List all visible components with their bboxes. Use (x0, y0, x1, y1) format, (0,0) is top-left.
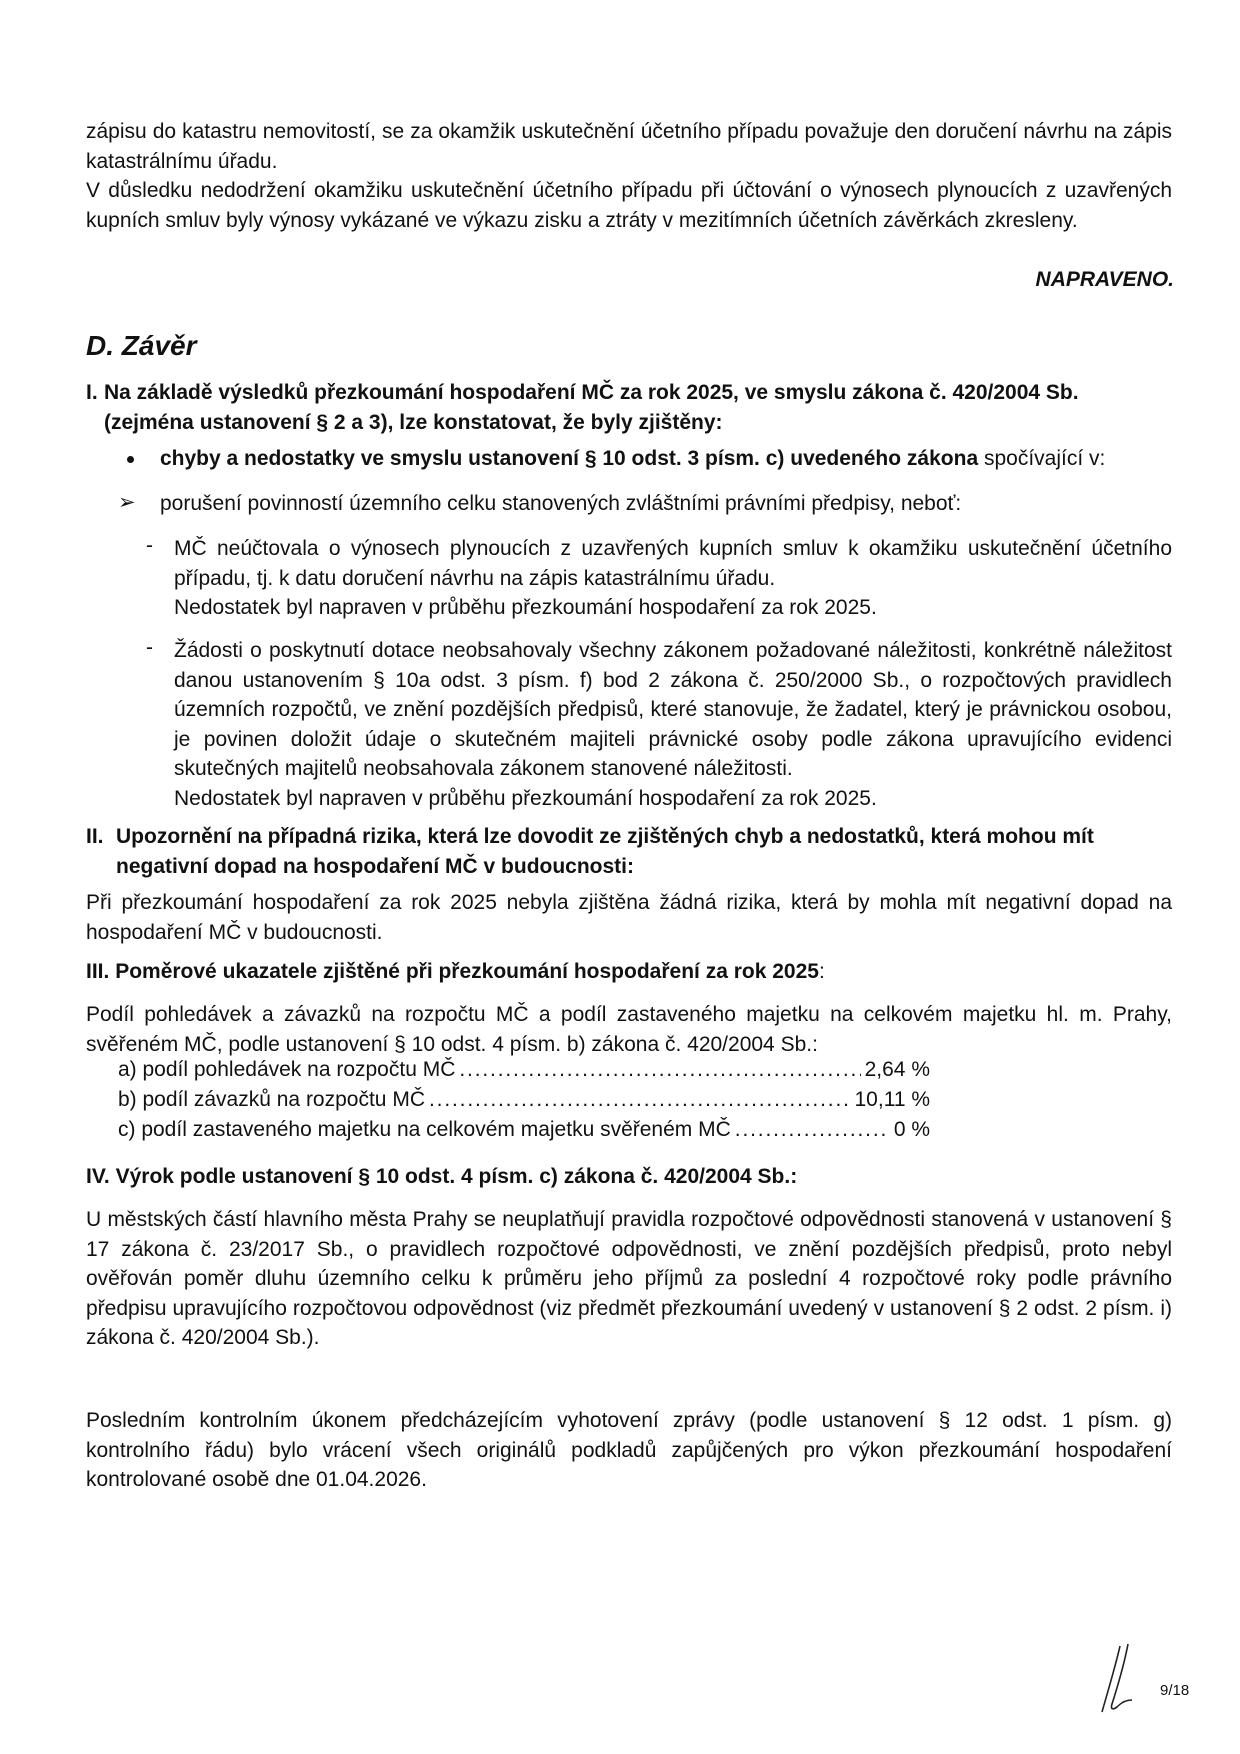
indicator-row-b (118, 1088, 930, 1112)
indicator-value: 0 % (893, 1118, 930, 1141)
section-i-number: I. (86, 381, 98, 404)
leader-dots (429, 1088, 851, 1112)
dash-item-1-note: Nedostatek byl napraven v průběhu přezkoumání hospodaření za rok 2025. (174, 596, 877, 619)
bullet-item-rest: spočívající v: (978, 447, 1106, 470)
section-iii-heading (86, 957, 825, 987)
intro-paragraph-2: V důsledku nedodržení okamžiku uskutečnění účetního případu při účtování o výnosech plynoucích z uzavřených kupních smluv byly výnosy vykázané ve výkazu zisku a ztráty v mezitímních účetních závěrkách zkresleny. (86, 179, 1172, 232)
section-iii-heading-text: Poměrové ukazatele zjištěné při přezkoumání hospodaření za rok 2025 (115, 960, 819, 983)
section-ii-heading-line2: negativní dopad na hospodaření MČ v budoucnosti: (116, 855, 635, 878)
section-iii-number: III. (86, 960, 110, 983)
indicator-label: b) podíl závazků na rozpočtu MČ (118, 1088, 425, 1111)
signature-mark (1092, 1640, 1152, 1720)
indicator-label: c) podíl zastaveného majetku na celkovém majetku svěřeném MČ (118, 1118, 731, 1141)
napraveno-label: NAPRAVENO. (1035, 268, 1174, 291)
section-ii-text: Při přezkoumání hospodaření za rok 2025 nebyla zjištěna žádná rizika, která by mohla mít negativní dopad na hospodaření MČ v budoucnosti. (86, 891, 1172, 944)
bullet-item (160, 444, 1105, 474)
indicator-label: a) podíl pohledávek na rozpočtu MČ (118, 1058, 456, 1081)
section-iv-heading-text: Výrok podle ustanovení § 10 odst. 4 písm. c) zákona č. 420/2004 Sb.: (115, 1165, 798, 1188)
indicator-value: 2,64 % (864, 1058, 930, 1081)
dash-bullet-icon: - (146, 636, 153, 659)
intro-paragraph-1: zápisu do katastru nemovitostí, se za okamžik uskutečnění účetního případu považuje den doručení návrhu na zápis katastrálnímu úřadu. (86, 120, 1172, 173)
section-i-heading-line2: (zejména ustanovení § 2 a 3), lze konstatovat, že byly zjištěny: (104, 411, 723, 434)
section-iii-intro: Podíl pohledávek a závazků na rozpočtu MČ a podíl zastaveného majetku na celkovém majetku hl. m. Prahy, svěřeném MČ, podle ustanovení § 10 odst. 4 písm. b) zákona č. 420/2004 Sb.: (86, 1003, 1172, 1056)
leader-dots (735, 1118, 890, 1142)
bullet-item-bold: chyby a nedostatky ve smyslu ustanovení § 10 odst. 3 písm. c) uvedeného zákona (160, 447, 979, 470)
section-i-heading-line1: Na základě výsledků přezkoumání hospodaření MČ za rok 2025, ve smyslu zákona č. 420/2004 Sb. (104, 381, 1079, 404)
dash-item-2-text: Žádosti o poskytnutí dotace neobsahovaly všechny zákonem požadované náležitosti, konkrétně náležitost danou ustanovením § 10a odst. 3 písm. f) bod 2 zákona č. 250/2000 Sb., o rozpočtových pravidlech územních rozpočtů, ve znění pozdějších předpisů, které stanovuje, že žadatel, který je právnickou osobou, je povinen doložit údaje o skutečném majiteli právnické osoby podle zákona upravujícího evidenci skutečných majitelů neobsahovala zákonem stanovené náležitosti. (174, 639, 1172, 780)
bullet-dot-icon (127, 456, 134, 463)
section-iv-text: U městských částí hlavního města Prahy se neuplatňují pravidla rozpočtové odpovědnosti stanovená v ustanovení § 17 zákona č. 23/2017 Sb., o pravidlech rozpočtové odpovědnosti, ve znění pozdějších předpisů, proto nebyl ověřován poměr dluhu územního celku k průměru jeho příjmů za poslední 4 rozpočtové roky podle právního předpisu upravujícího rozpočtovou odpovědnost (viz předmět přezkoumání uvedený v ustanovení § 2 odst. 2 písm. i) zákona č. 420/2004 Sb.). (86, 1208, 1172, 1349)
page-number: 9/18 (1160, 1682, 1190, 1699)
indicator-row-a (118, 1058, 930, 1082)
arrow-bullet-icon: ➢ (118, 491, 136, 514)
indicator-row-c (118, 1118, 930, 1142)
section-iv-number: IV. (86, 1165, 110, 1188)
closing-paragraph: Posledním kontrolním úkonem předcházejícím vyhotovení zprávy (podle ustanovení § 12 odst. 1 písm. g) kontrolního řádu) bylo vrácení všech originálů podkladů zapůjčených pro výkon přezkoumání hospodaření kontrolované osobě dne 01.04.2026. (86, 1409, 1172, 1491)
section-iii-heading-colon: : (818, 960, 825, 983)
section-heading: D. Závěr (86, 330, 197, 361)
dash-item-1-text: MČ neúčtovala o výnosech plynoucích z uzavřených kupních smluv k okamžiku uskutečnění účetního případu, tj. k datu doručení návrhu na zápis katastrálnímu úřadu. (174, 537, 1172, 590)
leader-dots (459, 1058, 860, 1082)
indicator-value: 10,11 % (854, 1088, 930, 1111)
section-ii-heading-line1: Upozornění na případná rizika, která lze dovodit ze zjištěných chyb a nedostatků, která mohou mít (116, 825, 1094, 848)
arrow-item: porušení povinností územního celku stanovených zvláštními právními předpisy, neboť: (160, 492, 962, 515)
section-ii-number: II. (86, 825, 104, 848)
section-iv-heading (86, 1162, 797, 1192)
dash-item-2-note: Nedostatek byl napraven v průběhu přezkoumání hospodaření za rok 2025. (174, 787, 877, 810)
dash-bullet-icon: - (146, 534, 153, 557)
